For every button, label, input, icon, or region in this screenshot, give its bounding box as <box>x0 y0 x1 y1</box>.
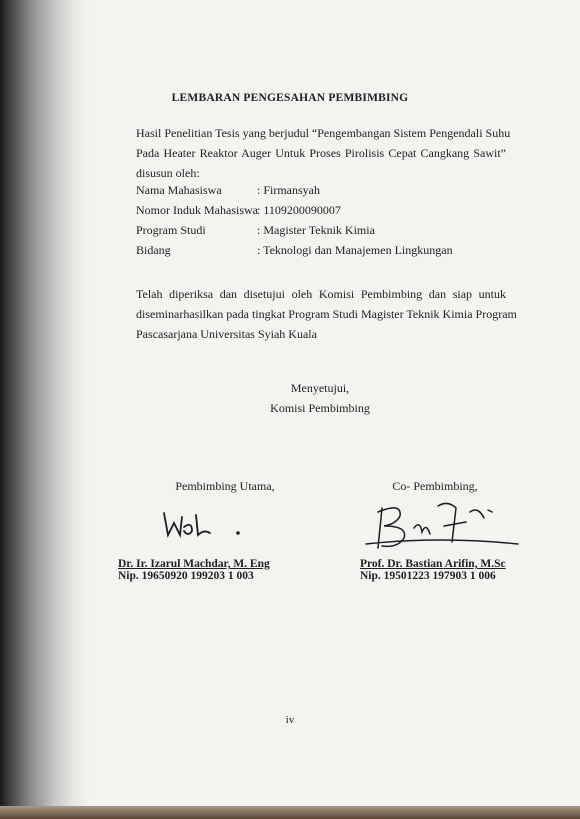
co-supervisor-name: Prof. Dr. Bastian Arifin, M.Sc <box>360 558 506 570</box>
field-label: Program Studi <box>136 223 206 237</box>
page-number: iv <box>285 714 295 726</box>
main-supervisor-role: Pembimbing Utama, <box>175 479 275 493</box>
intro-line: Pada Heater Reaktor Auger Untuk Proses Pirolisis Cepat Cangkang Sawit” <box>136 146 506 160</box>
approval-line: Pascasarjana Universitas Syiah Kuala <box>136 327 317 341</box>
main-supervisor-block <box>118 558 288 582</box>
intro-line: disusun oleh: <box>136 166 200 180</box>
committee-label: Komisi Pembimbing <box>270 401 370 415</box>
intro-paragraph <box>136 123 511 183</box>
co-supervisor-block <box>360 558 530 582</box>
page-title: LEMBARAN PENGESAHAN PEMBIMBING <box>171 92 409 104</box>
co-supervisor-nip: Nip. 19501223 197903 1 006 <box>360 570 496 582</box>
main-supervisor-name: Dr. Ir. Izarul Machdar, M. Eng <box>118 558 270 570</box>
agree-label: Menyetujui, <box>290 381 350 395</box>
field-label: Nomor Induk Mahasiswa <box>136 203 258 217</box>
intro-line: Hasil Penelitian Tesis yang berjudul “Pengembangan Sistem Pengendali Suhu <box>136 126 511 140</box>
book-binding-shadow <box>0 0 90 819</box>
field-label: Bidang <box>136 243 171 257</box>
approval-line: Telah diperiksa dan disetujui oleh Komisi Pembimbing dan siap untuk <box>136 287 506 301</box>
field-value: : Teknologi dan Manajemen Lingkungan <box>257 243 453 257</box>
field-label: Nama Mahasiswa <box>136 183 222 197</box>
field-value: : Magister Teknik Kimia <box>257 223 375 237</box>
main-supervisor-nip: Nip. 19650920 199203 1 003 <box>118 570 254 582</box>
co-supervisor-signature <box>360 498 530 558</box>
co-supervisor-role: Co- Pembimbing, <box>392 479 478 493</box>
field-value: : Firmansyah <box>257 183 320 197</box>
main-supervisor-signature <box>158 505 258 545</box>
field-value: : 1109200090007 <box>257 203 341 217</box>
approval-line: diseminarhasilkan pada tingkat Program Studi Magister Teknik Kimia Program <box>136 307 517 321</box>
approval-paragraph <box>136 284 517 344</box>
page-bottom-edge <box>0 806 580 819</box>
